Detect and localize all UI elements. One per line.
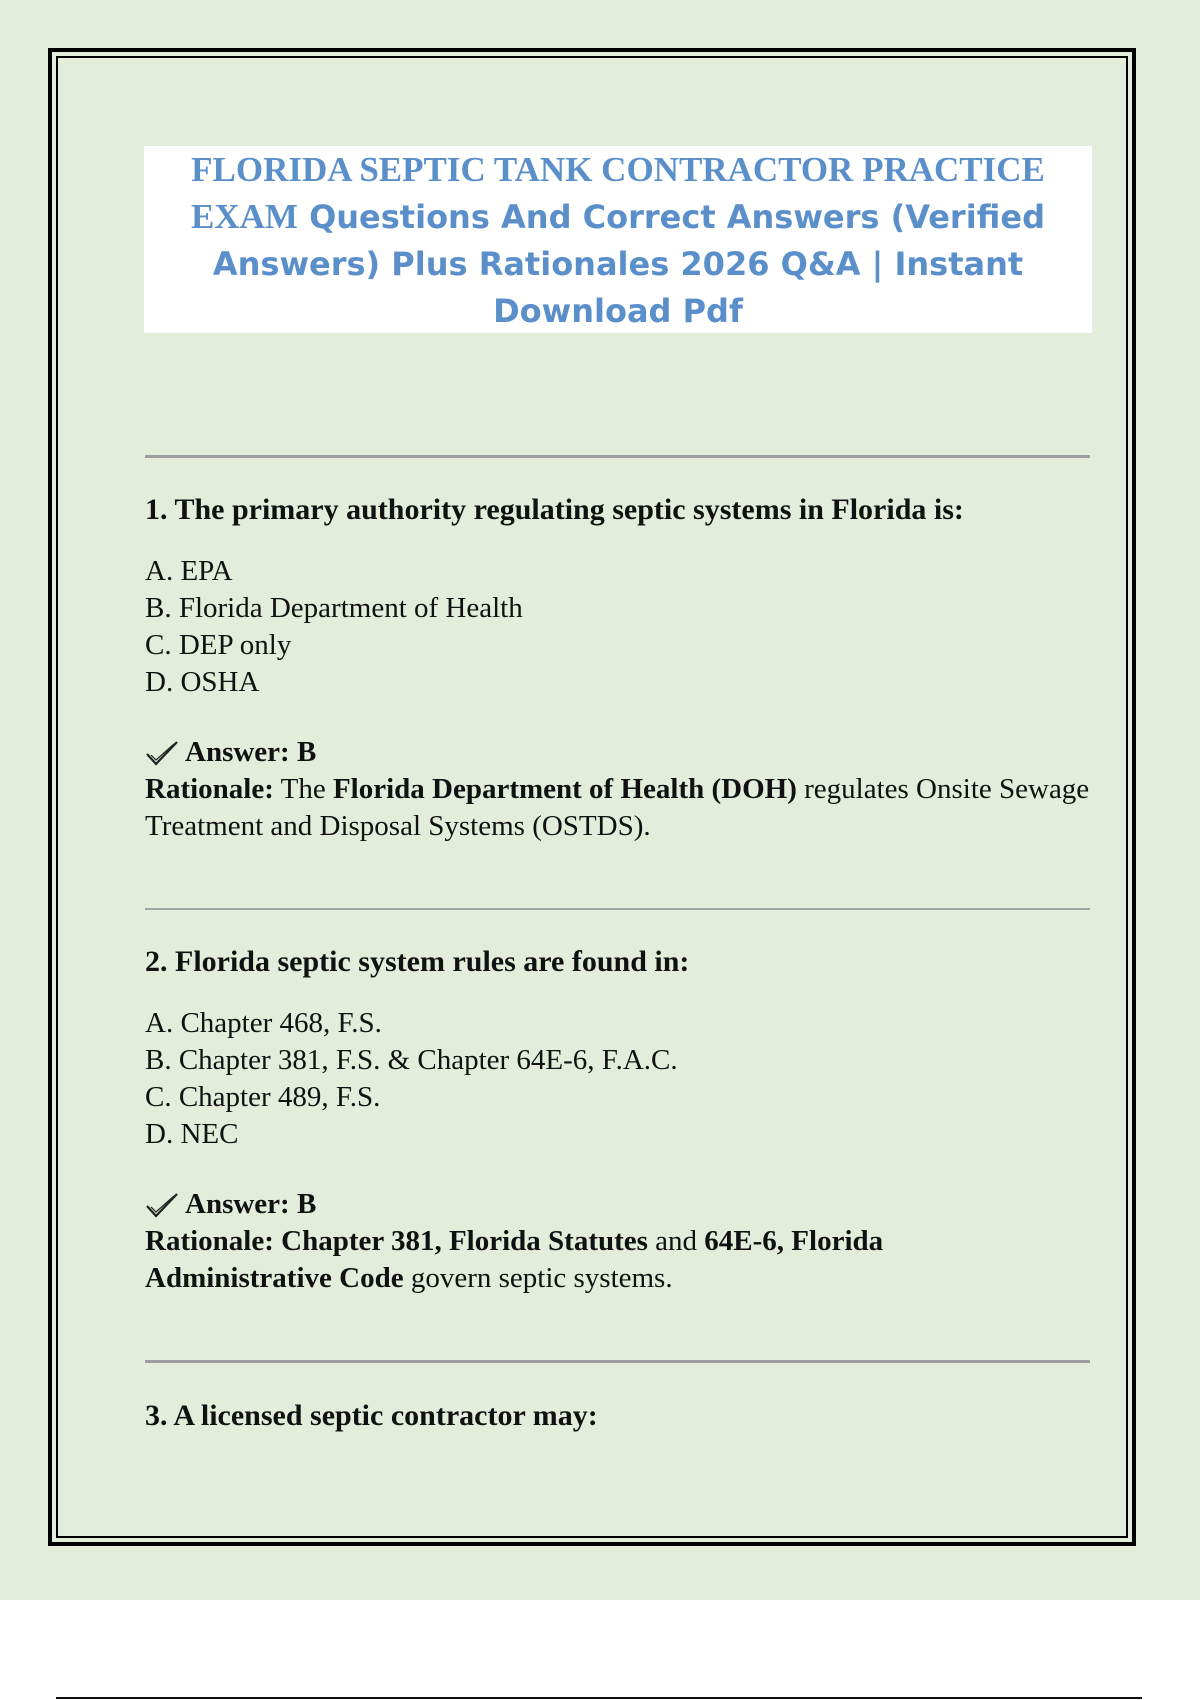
title-line-4: Download Pdf bbox=[493, 292, 743, 330]
checkmark-icon bbox=[145, 739, 179, 767]
title-line-1: FLORIDA SEPTIC TANK CONTRACTOR PRACTICE bbox=[191, 150, 1045, 189]
question-block-1 bbox=[145, 492, 1090, 845]
answer-line bbox=[145, 1186, 1090, 1223]
options-list bbox=[145, 553, 1090, 701]
document-title bbox=[144, 146, 1092, 333]
option-item: A. Chapter 468, F.S. bbox=[145, 1007, 382, 1039]
footer-rule bbox=[56, 1697, 1142, 1699]
question-block-3 bbox=[145, 1398, 1090, 1434]
rationale: Rationale: The Florida Department of Health (DOH) regulates Onsite Sewage Treatment and Disposal Systems (OSTDS). bbox=[145, 773, 1090, 842]
option-item: A. EPA bbox=[145, 555, 233, 587]
option-item: C. Chapter 489, F.S. bbox=[145, 1081, 381, 1113]
option-item: C. DEP only bbox=[145, 629, 292, 661]
answer-label: Answer: B bbox=[185, 736, 317, 768]
divider bbox=[145, 455, 1090, 458]
divider bbox=[145, 908, 1090, 910]
question-text: 2. Florida septic system rules are found in: bbox=[145, 945, 690, 978]
answer-label: Answer: B bbox=[185, 1188, 317, 1220]
title-line-3: Answers) Plus Rationales 2026 Q&A | Instant bbox=[212, 245, 1024, 283]
options-list bbox=[145, 1005, 1090, 1153]
divider bbox=[145, 1360, 1090, 1363]
option-item: B. Chapter 381, F.S. & Chapter 64E-6, F.A.C. bbox=[145, 1044, 678, 1076]
rationale: Rationale: Chapter 381, Florida Statutes and 64E-6, Florida Administrative Code govern septic systems. bbox=[145, 1225, 884, 1294]
option-item: D. NEC bbox=[145, 1118, 239, 1150]
answer-line bbox=[145, 734, 1090, 771]
question-block-2 bbox=[145, 944, 1090, 1297]
checkmark-icon bbox=[145, 1191, 179, 1219]
question-text: 1. The primary authority regulating septic systems in Florida is: bbox=[145, 493, 964, 526]
option-item: D. OSHA bbox=[145, 666, 260, 698]
option-item: B. Florida Department of Health bbox=[145, 592, 523, 624]
title-line-2: EXAM Questions And Correct Answers (Verified bbox=[190, 197, 1045, 236]
question-text: 3. A licensed septic contractor may: bbox=[145, 1399, 598, 1432]
